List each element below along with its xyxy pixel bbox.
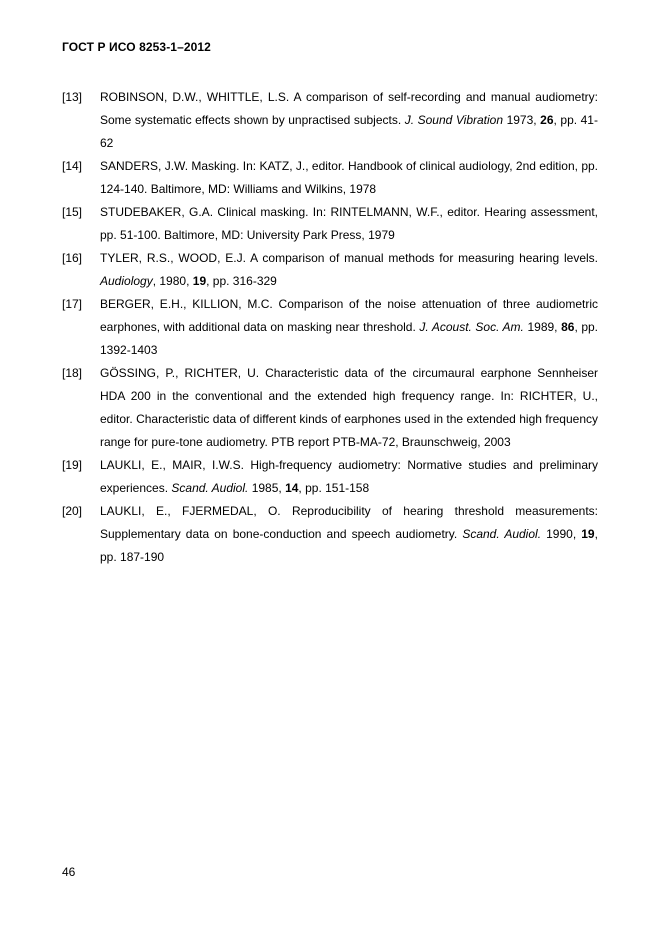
reference-number: [16]	[62, 251, 83, 265]
reference-year: , 1980,	[152, 274, 190, 288]
reference-journal: J. Acoust. Soc. Am.	[419, 320, 524, 334]
reference-volume: 26	[540, 113, 554, 127]
reference-text	[100, 500, 598, 569]
reference-volume: 19	[192, 274, 207, 288]
reference-pages: , pp. 187-190	[100, 527, 598, 564]
reference-text	[100, 454, 598, 500]
reference-text: SANDERS, J.W. Masking. In: KATZ, J., editor. Handbook of clinical audiology, 2nd edition, pp. 124-140. Baltimore, MD: Williams and Wilkins, 1978	[100, 159, 598, 196]
document-header: ГОСТ Р ИСО 8253-1–2012	[62, 40, 211, 54]
reference-journal: Scand. Audiol.	[462, 527, 542, 541]
reference-text	[100, 86, 598, 155]
reference-list	[62, 86, 598, 569]
reference-year: 1973,	[506, 113, 537, 127]
reference-authors: LAUKLI, E., FJERMEDAL, O. Reproducibility of hearing threshold measurements: Supplementary data on bone-conduction and speech audiometry.	[100, 504, 598, 541]
reference-text: GÖSSING, P., RICHTER, U. Characteristic data of the circumaural earphone Sennheiser HDA 200 in the conventional and the extended high frequency range. In: RICHTER, U., editor. Characteristic data of different kinds of earphones used in the extended high frequency range for pure-tone audiometry. PTB report PTB-MA-72, Braunschweig, 2003	[100, 366, 598, 449]
reference-text	[100, 247, 598, 293]
reference-number: [20]	[62, 504, 83, 518]
reference-15	[62, 201, 598, 247]
reference-authors: LAUKLI, E., MAIR, I.W.S. High-frequency audiometry: Normative studies and preliminary experiences.	[100, 458, 598, 495]
reference-authors: BERGER, E.H., KILLION, M.C. Comparison of the noise attenuation of three audiometric earphones, with additional data on masking near threshold.	[100, 297, 598, 334]
reference-journal: J. Sound Vibration	[404, 113, 504, 127]
reference-volume: 86	[561, 320, 575, 334]
reference-number: [15]	[62, 205, 83, 219]
reference-authors: ROBINSON, D.W., WHITTLE, L.S. A comparison of self-recording and manual audiometry: Some systematic effects shown by unpractised subjects.	[100, 90, 598, 127]
reference-volume: 19	[581, 527, 595, 541]
reference-text	[100, 293, 598, 362]
page-number: 46	[62, 865, 76, 879]
reference-number: [18]	[62, 366, 83, 380]
reference-number: [19]	[62, 458, 83, 472]
reference-20	[62, 500, 598, 569]
reference-year: 1985,	[251, 481, 282, 495]
reference-14	[62, 155, 598, 201]
reference-journal: Audiology	[100, 274, 153, 288]
reference-year: 1990,	[546, 527, 577, 541]
reference-pages: , pp. 1392-1403	[100, 320, 599, 357]
reference-text: STUDEBAKER, G.A. Clinical masking. In: RINTELMANN, W.F., editor. Hearing assessment, pp. 51-100. Baltimore, MD: University Park Press, 1979	[100, 205, 598, 242]
reference-year: 1989,	[527, 320, 558, 334]
reference-16	[62, 247, 598, 293]
reference-17	[62, 293, 598, 362]
reference-pages: , pp. 41-62	[100, 113, 598, 150]
reference-pages: , pp. 316-329	[206, 274, 277, 288]
reference-volume: 14	[285, 481, 299, 495]
reference-authors: TYLER, R.S., WOOD, E.J. A comparison of manual methods for measuring hearing levels.	[100, 251, 598, 265]
reference-19	[62, 454, 598, 500]
reference-18	[62, 362, 598, 454]
reference-number: [13]	[62, 90, 83, 104]
reference-journal: Scand. Audiol.	[171, 481, 249, 495]
reference-number: [17]	[62, 297, 83, 311]
reference-number: [14]	[62, 159, 83, 173]
reference-13	[62, 86, 598, 155]
reference-pages: , pp. 151-158	[298, 481, 370, 495]
